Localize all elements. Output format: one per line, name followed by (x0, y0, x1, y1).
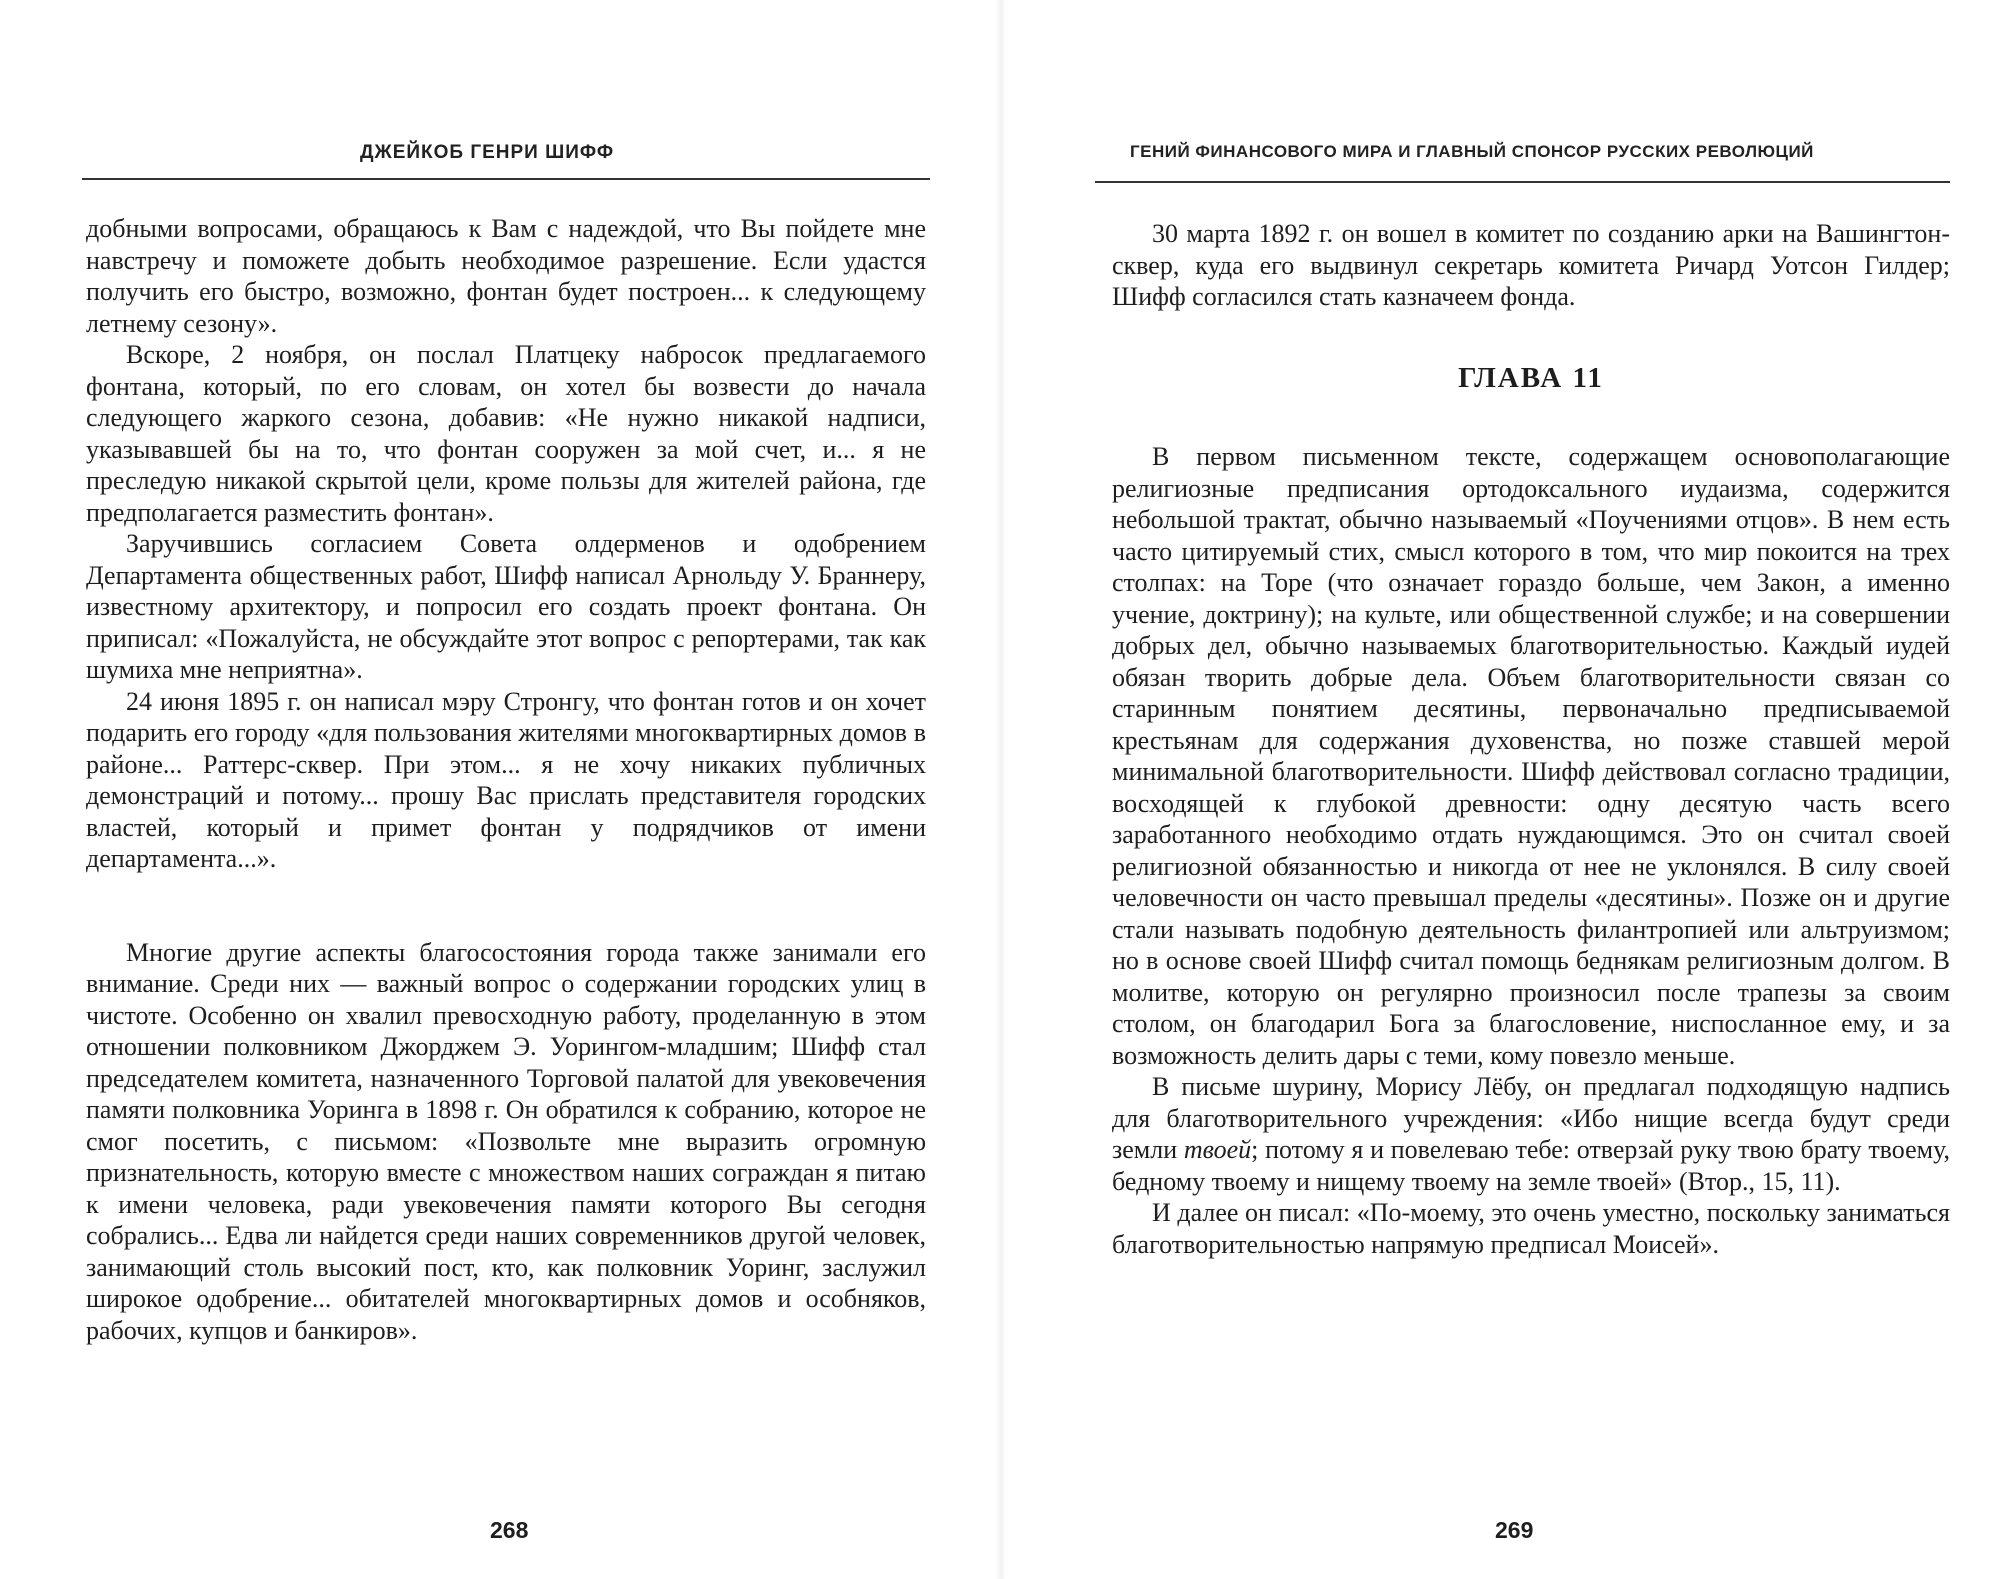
body-text (86, 213, 926, 1346)
header-rule (82, 178, 930, 180)
header-rule (1095, 181, 1950, 183)
paragraph: Заручившись согласием Совета олдерменов и одобрением Департамента общественных работ, Шифф написал Арнольду У. Браннеру, известному архитектору, и попросил его создать проект фонтана. Он приписал: «Пожалуйста, не обсуждайте этот вопрос с репортерами, так как шумиха мне неприятна». (86, 529, 926, 684)
paragraph: 24 июня 1895 г. он написал мэру Стронгу, что фонтан готов и он хочет подарить его городу «для пользования жителями многоквартирных домов в районе... Раттерс-сквер. При этом... я не хочу никаких публичных демонстраций и потому... прошу Вас прислать представителя городских властей, который и примет фонтан у подрядчиков от имени департамента...». (86, 686, 926, 873)
running-head: ДЖЕЙКОБ ГЕНРИ ШИФФ (360, 142, 615, 163)
section-gap (86, 875, 926, 937)
italic-word: твоей (1183, 1135, 1252, 1164)
paragraph: добными вопросами, обращаюсь к Вам с надеждой, что Вы пойдете мне навстречу и поможете добыть необходимое разрешение. Если удастся получить его быстро, возможно, фонтан будет построен... к следующему летнему сезону». (86, 214, 926, 338)
chapter-heading: ГЛАВА 11 (1458, 361, 1604, 394)
paragraph: В первом письменном тексте, содержащем основополагающие религиозные предписания ортодоксального иудаизма, содержится небольшой трактат, обычно называемый «Поучениями отцов». В нем есть часто цитируемый стих, смысл которого в том, что мир покоится на трех столпах: на Торе (что означает гораздо больше, чем Закон, а именно учение, доктрину); на культе, или общественной службе; и на совершении добрых дел, обычно называемых благотворительностью. Каждый иудей обязан творить добрые дела. Объем благотворительности связан со старинным понятием десятины, первоначально предписываемой крестьянам для содержания духовенства, но позже ставшей мерой минимальной благотворительности. Шифф действовал согласно традиции, восходящей к глубокой древности: одну десятую часть всего заработанного необходимо отдать нуждающимся. Это он считал своей религиозной обязанностью и никогда от нее не уклонялся. В силу своей человечности он часто превышал пределы «десятины». Позже он и другие стали называть подобную деятельность филантропией или альтруизмом; но в основе своей Шифф считал помощь беднякам религиозным долгом. В молитве, которую он регулярно произносил после трапезы за своим столом, он благодарил Бога за благословение, ниспосланное ему, и за возможность делить дары с теми, кому повезло меньше. (1112, 442, 1950, 1070)
page-number: 269 (1495, 1517, 1534, 1543)
paragraph: Вскоре, 2 ноября, он послал Платцеку набросок предлагаемого фонтана, который, по его словам, он хотел бы возвести до начала следующего жаркого сезона, добавив: «Не нужно никакой надписи, указывавшей бы на то, что фонтан сооружен за мой счет, и... я не преследую никакой скрытой цели, кроме пользы для жителей района, где предполагается разместить фонтан». (86, 340, 926, 527)
quote-text: ; потому я и повелеваю тебе: отверзай руку твою брату твоему, бедному твоему и нищему твоему на земле твоей» (Втор., 15, 11). (1112, 1135, 1950, 1196)
paragraph (1112, 1071, 1950, 1197)
running-head: ГЕНИЙ ФИНАНСОВОГО МИРА И ГЛАВНЫЙ СПОНСОР РУССКИХ РЕВОЛЮЦИЙ (1130, 142, 1814, 161)
quote-text: В письме шурину, Морису Лёбу, он предлагал подходящую надпись для благотворительного учреждения: «Ибо нищие всегда будут среди земли (1112, 1072, 1950, 1164)
paragraph: И далее он писал: «По-моему, это очень уместно, поскольку заниматься благотворительностью напрямую предписал Моисей». (1112, 1198, 1950, 1259)
paragraph: 30 марта 1892 г. он вошел в комитет по созданию арки на Вашингтон-сквер, куда его выдвинул секретарь комитета Ричард Уотсон Гилдер; Шифф согласился стать казначеем фонда. (1112, 219, 1950, 311)
page-number: 268 (490, 1517, 529, 1543)
right-page (1000, 0, 2000, 1579)
body-text (1112, 218, 1950, 1260)
paragraph: Многие другие аспекты благосостояния города также занимали его внимание. Среди них — важный вопрос о содержании городских улиц в чистоте. Особенно он хвалил превосходную работу, проделанную в этом отношении полковником Джорджем Э. Уорингом-младшим; Шифф стал председателем комитета, назначенного Торговой палатой для увековечения памяти полковника Уоринга в 1898 г. Он обратился к собранию, которое не смог посетить, с письмом: «Позвольте мне выразить огромную признательность, которую вместе с множеством наших сограждан я питаю к имени человека, ради увековечения памяти которого Вы сегодня собрались... Едва ли найдется среди наших современников другой человек, занимающий столь высокий пост, кто, как полковник Уоринг, заслужил широкое одобрение... обитателей многоквартирных домов и особняков, рабочих, купцов и банкиров». (86, 937, 926, 1345)
